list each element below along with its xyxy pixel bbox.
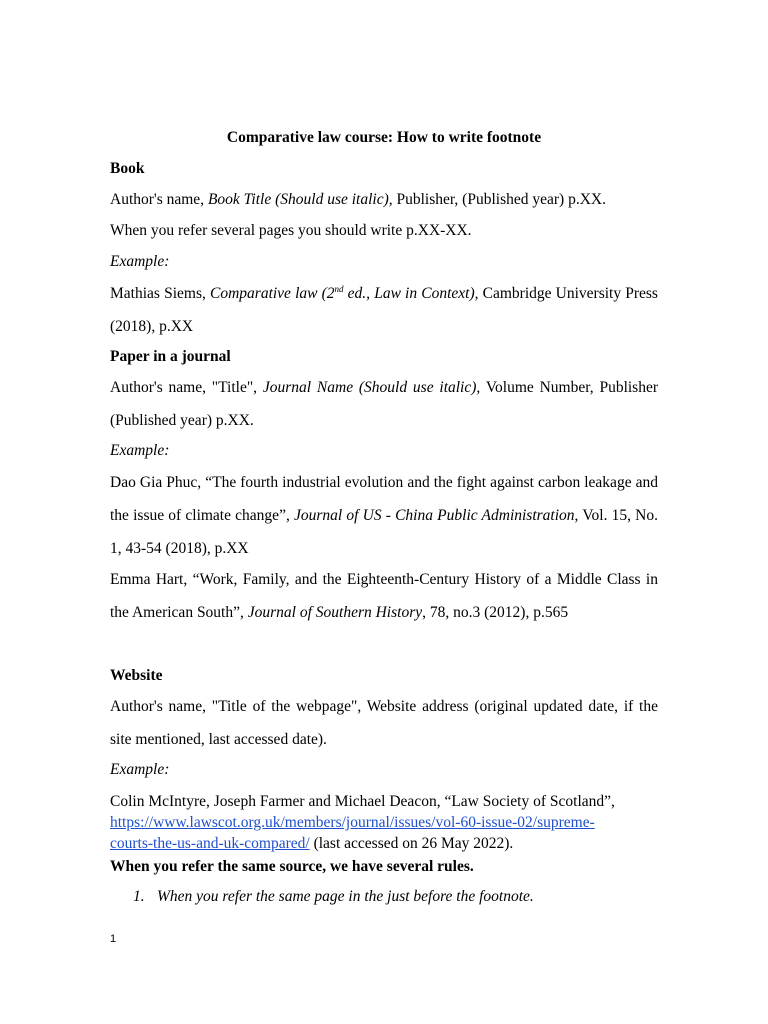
book-example-rest: Cambridge University Press (2018), p.XX: [110, 285, 658, 335]
list-item-text: When you refer the same page in the just before the footnote.: [157, 888, 534, 905]
journal-example-label: Example:: [110, 442, 170, 459]
journal-example2-text: Emma Hart, “Work, Family, and the Eighteenth-Century History of a Middle Class in the American South”,: [110, 571, 658, 621]
journal-example-1: [110, 466, 658, 565]
list-item-number: 1.: [133, 888, 145, 905]
journal-format: [110, 371, 658, 437]
book-example: [110, 277, 658, 343]
same-source-heading: When you refer the same source, we have several rules.: [110, 858, 474, 875]
website-example: [110, 791, 670, 854]
book-example-title-sup: nd: [334, 283, 344, 294]
journal-heading: Paper in a journal: [110, 348, 231, 365]
website-example-link-part2[interactable]: courts-the-us-and-uk-compared/: [110, 835, 310, 852]
website-heading: Website: [110, 667, 163, 684]
book-format-title: Book Title (Should use italic),: [207, 191, 393, 208]
journal-format-journal: Journal Name (Should use italic),: [262, 379, 481, 396]
document-title: Comparative law course: How to write footnote: [226, 129, 542, 146]
book-heading: Book: [110, 160, 145, 177]
book-format-rest: Publisher, (Published year) p.XX.: [392, 191, 606, 208]
book-example-label: Example:: [110, 253, 170, 270]
journal-example1-rest: , Vol. 15, No. 1, 43-54 (2018), p.XX: [110, 507, 658, 557]
journal-example-2: [110, 563, 658, 629]
website-example-rest: (last accessed on 26 May 2022).: [309, 835, 514, 852]
website-format: Author's name, "Title of the webpage", Website address (original updated date, if the site mentioned, last accessed date).: [110, 698, 658, 748]
website-example-link-line-2: [110, 833, 670, 854]
journal-example2-journal: Journal of Southern History: [247, 604, 423, 621]
book-pages-note: When you refer several pages you should write p.XX-XX.: [110, 222, 472, 239]
website-example-link-part1[interactable]: https://www.lawscot.org.uk/members/journal/issues/vol-60-issue-02/supreme-: [110, 814, 595, 831]
book-example-title-b: ed., Law in Context),: [343, 285, 479, 302]
book-format: [110, 190, 658, 210]
journal-example1-journal: Journal of US - China Public Administration: [294, 507, 575, 524]
book-format-author: Author's name,: [110, 191, 208, 208]
list-item: [133, 887, 534, 907]
journal-format-rest: Volume Number, Publisher (Published year) p.XX.: [110, 379, 658, 429]
book-example-author: Mathias Siems,: [110, 285, 210, 302]
website-example-text: Colin McIntyre, Joseph Farmer and Michael Deacon, “Law Society of Scotland”,: [110, 793, 615, 810]
journal-format-author: Author's name, "Title",: [110, 379, 263, 396]
website-example-link-line: [110, 812, 670, 833]
book-example-title-a: Comparative law (2: [210, 285, 335, 302]
journal-example1-text: Dao Gia Phuc, “The fourth industrial evolution and the fight against carbon leakage and the issue of climate change”,: [110, 474, 658, 524]
website-example-label: Example:: [110, 761, 170, 778]
page-number: 1: [110, 933, 117, 945]
journal-example2-rest: , 78, no.3 (2012), p.565: [422, 604, 569, 621]
